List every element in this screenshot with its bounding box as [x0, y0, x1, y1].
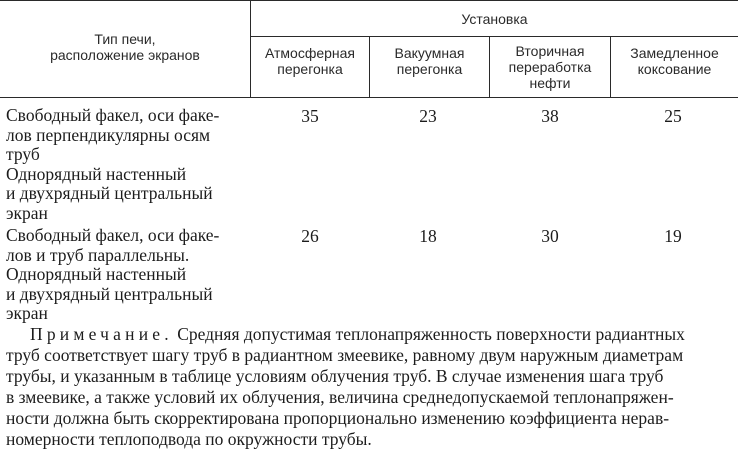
note-line-1	[30, 324, 685, 344]
note-line-6: номерности теплоподвода по окружности трубы.	[6, 429, 372, 449]
column-header-line: Замедленное	[630, 45, 719, 61]
row-label-line: лов и труб параллельны.	[6, 244, 190, 265]
note-first-line-text: Средняя допустимая теплонапряженность поверхности радиантных	[172, 324, 685, 344]
note-line-2: труб соответствует шагу труб в радиантном змеевике, равному двум наружным диаметрам	[6, 345, 684, 365]
table-cell-r1-coking: 25	[664, 106, 682, 126]
row-label-line: Свободный факел, оси факе-	[6, 105, 220, 125]
row-label-line: и двухрядный центральный	[6, 283, 213, 304]
row-label-line: экран	[6, 303, 48, 323]
table-cell-r2-vacuum: 18	[419, 226, 437, 246]
column-header-line: нефти	[529, 75, 571, 91]
table-cell-r1-atmospheric: 35	[301, 106, 319, 126]
table-cell-r1-vacuum: 23	[419, 106, 437, 126]
table-top-rule	[0, 0, 738, 1]
row-label-line: и двухрядный центральный	[6, 183, 213, 203]
table-cell-r2-secondary: 30	[541, 226, 559, 246]
column-header-atmospheric	[251, 45, 369, 77]
column-header-line: Вторичная	[515, 43, 585, 59]
column-header-coking	[611, 45, 738, 77]
group-header-rule	[250, 36, 738, 37]
column-header-line: переработка	[508, 59, 592, 75]
row-label-line: Однорядный настенный	[6, 264, 187, 284]
column-header-line: Атмосферная	[264, 45, 356, 61]
table-row-2-label	[6, 226, 219, 324]
row-label-line: экран	[6, 202, 48, 223]
table-cell-r2-coking: 19	[664, 226, 682, 246]
table-cell-r2-atmospheric: 26	[301, 226, 319, 246]
column-header-vacuum	[370, 45, 489, 77]
note-line-3: трубы, и указанным в таблице условиям облучения труб. В случае изменения шага труб	[6, 366, 664, 386]
table-cell-r1-secondary: 38	[541, 106, 559, 126]
stub-header-line: расположение экранов	[50, 47, 200, 63]
row-label-line: Однорядный настенный	[6, 163, 187, 184]
group-header: Установка	[461, 11, 528, 27]
column-header-secondary	[490, 43, 610, 91]
table-row-1-label	[6, 106, 219, 223]
column-header-line: Вакуумная	[394, 45, 465, 61]
row-label-line: Свободный факел, оси факе-	[6, 225, 220, 245]
note-line-4: в змеевике, а также условий их облучения, величина среднедопускаемой теплонапряжен-	[6, 387, 674, 407]
note-label: Примечание.	[30, 324, 173, 344]
header-bottom-rule	[0, 97, 738, 98]
column-header-line: перегонка	[396, 61, 463, 77]
column-header-line: перегонка	[277, 61, 343, 77]
row-label-line: труб	[6, 144, 40, 164]
note-line-5: ности должна быть скорректирована пропорционально изменению коэффициента нерав-	[6, 408, 670, 428]
column-header-line: коксование	[637, 61, 712, 77]
stub-header-line: Тип печи,	[94, 31, 156, 47]
row-label-line: лов перпендикулярны осям	[6, 124, 211, 145]
stub-header	[0, 31, 250, 63]
